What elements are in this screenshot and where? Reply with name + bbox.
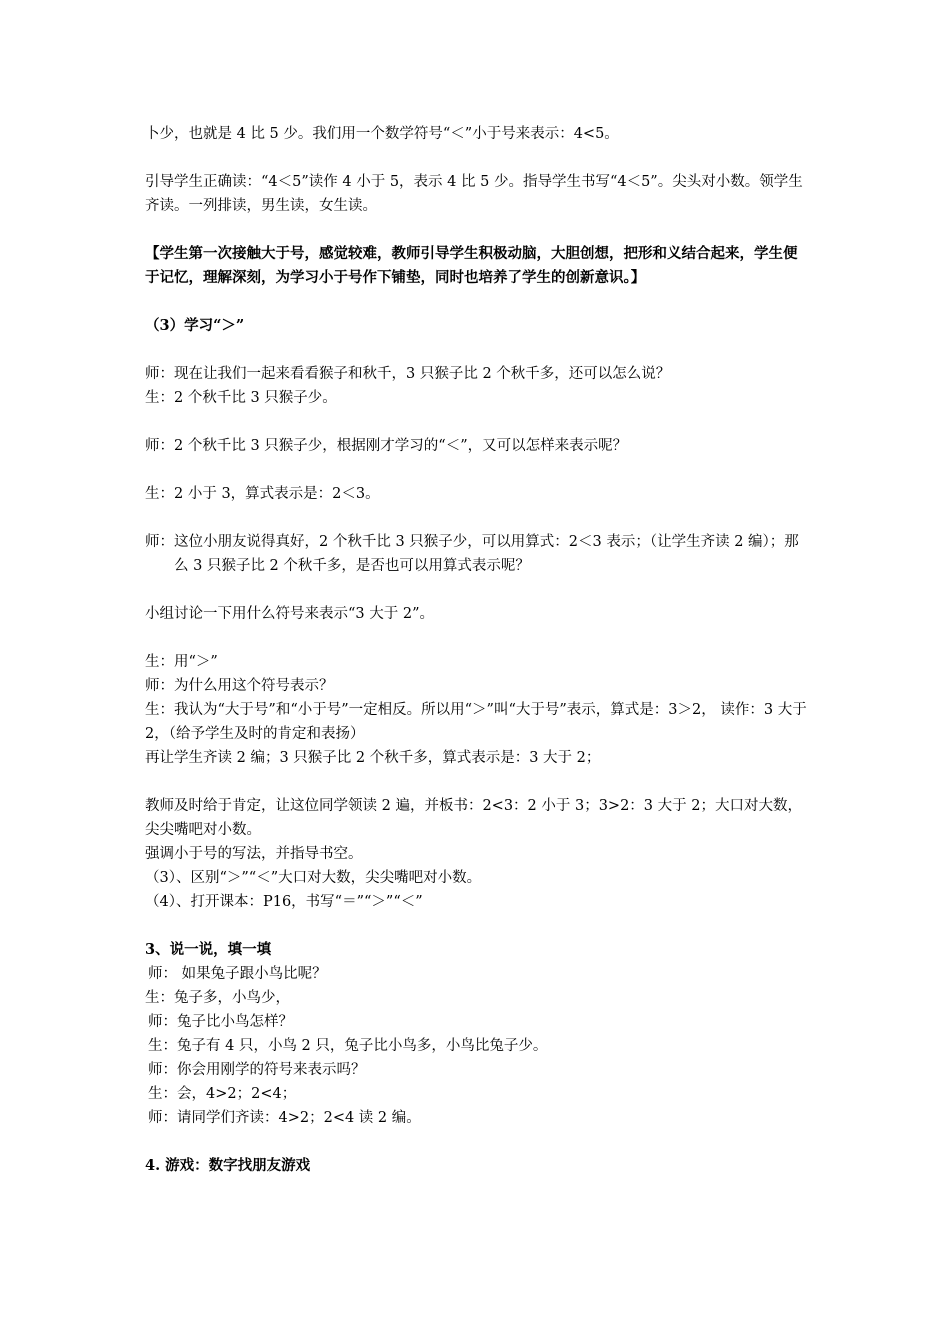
paragraph-emphasis: 强调小于号的写法，并指导书空。 xyxy=(145,846,363,862)
dialog-line: 师：现在让我们一起来看看猴子和秋千，3 只猴子比 2 个秋千多，还可以怎么说？ xyxy=(145,366,671,382)
paragraph-board-writing: 教师及时给于肯定，让这位同学领读 2 遍，并板书：2<3：2 小于 3；3>2：3 大于 2；大口对大数，尖尖嘴吧对小数。 xyxy=(145,798,802,838)
dialog-line: 生：兔子有 4 只，小鸟 2 只，兔子比小鸟多，小鸟比兔子少。 xyxy=(148,1038,548,1054)
dialog-line: 生：2 小于 3，算式表示是：2＜3。 xyxy=(145,486,380,502)
paragraph-group-discussion: 小组讨论一下用什么符号来表示“3 大于 2”。 xyxy=(145,606,434,622)
document-page xyxy=(145,122,810,1178)
dialog-line: 生：用“＞” xyxy=(145,654,218,670)
dialog-line: 师：兔子比小鸟怎样？ xyxy=(148,1014,293,1030)
dialog-line: 生：会，4>2；2<4； xyxy=(148,1086,297,1102)
dialog-line: 师：为什么用这个符号表示？ xyxy=(145,678,334,694)
dialog-line: 师：2 个秋千比 3 只猴子少，根据刚才学习的“＜”，又可以怎样来表示呢？ xyxy=(145,438,628,454)
section-heading-game: 4. 游戏：数字找朋友游戏 xyxy=(145,1157,311,1174)
paragraph-guide-reading: 引导学生正确读：“4＜5”读作 4 小于 5，表示 4 比 5 少。指导学生书写“4＜5”。尖头对小数。领学生齐读。一列排读，男生读，女生读。 xyxy=(145,174,803,214)
dialog-line: 师：请同学们齐读：4>2；2<4 读 2 编。 xyxy=(148,1110,421,1126)
list-item-textbook: （4）、打开课本：P16，书写“＝”“＞”“＜” xyxy=(145,894,423,910)
paragraph-intro: 卜少，也就是 4 比 5 少。我们用一个数学符号“＜”小于号来表示：4<5。 xyxy=(145,126,619,142)
dialog-line: 生：兔子多，小鸟少， xyxy=(145,990,290,1006)
dialog-line: 师：你会用刚学的符号来表示吗？ xyxy=(148,1062,366,1078)
section-heading-greater-than: （3）学习“＞” xyxy=(145,317,245,334)
section-heading-say-fill: 3、说一说，填一填 xyxy=(145,941,272,958)
paragraph-teaching-note: 【学生第一次接触大于号，感觉较难，教师引导学生积极动脑，大胆创想，把形和义结合起来，学生便于记忆，理解深刻，为学习小于号作下铺垫，同时也培养了学生的创新意识。】 xyxy=(145,245,798,286)
dialog-line: 师：这位小朋友说得真好，2 个秋千比 3 只猴子少，可以用算式：2＜3 表示；（让学生齐读 2 编）；那么 3 只猴子比 2 个秋千多，是否也可以用算式表示呢？ xyxy=(145,534,799,574)
dialog-line: 生：我认为“大于号”和“小于号”一定相反。所以用“＞”叫“大于号”表示，算式是：3＞2， 读作：3 大于 2，（给予学生及时的肯定和表扬） xyxy=(145,702,807,742)
list-item-distinguish: （3）、区别“＞”“＜”大口对大数，尖尖嘴吧对小数。 xyxy=(145,870,482,886)
dialog-line: 再让学生齐读 2 编；3 只猴子比 2 个秋千多，算式表示是：3 大于 2； xyxy=(145,750,601,766)
dialog-line: 师： 如果兔子跟小鸟比呢？ xyxy=(148,966,327,982)
dialog-line: 生：2 个秋千比 3 只猴子少。 xyxy=(145,390,337,406)
